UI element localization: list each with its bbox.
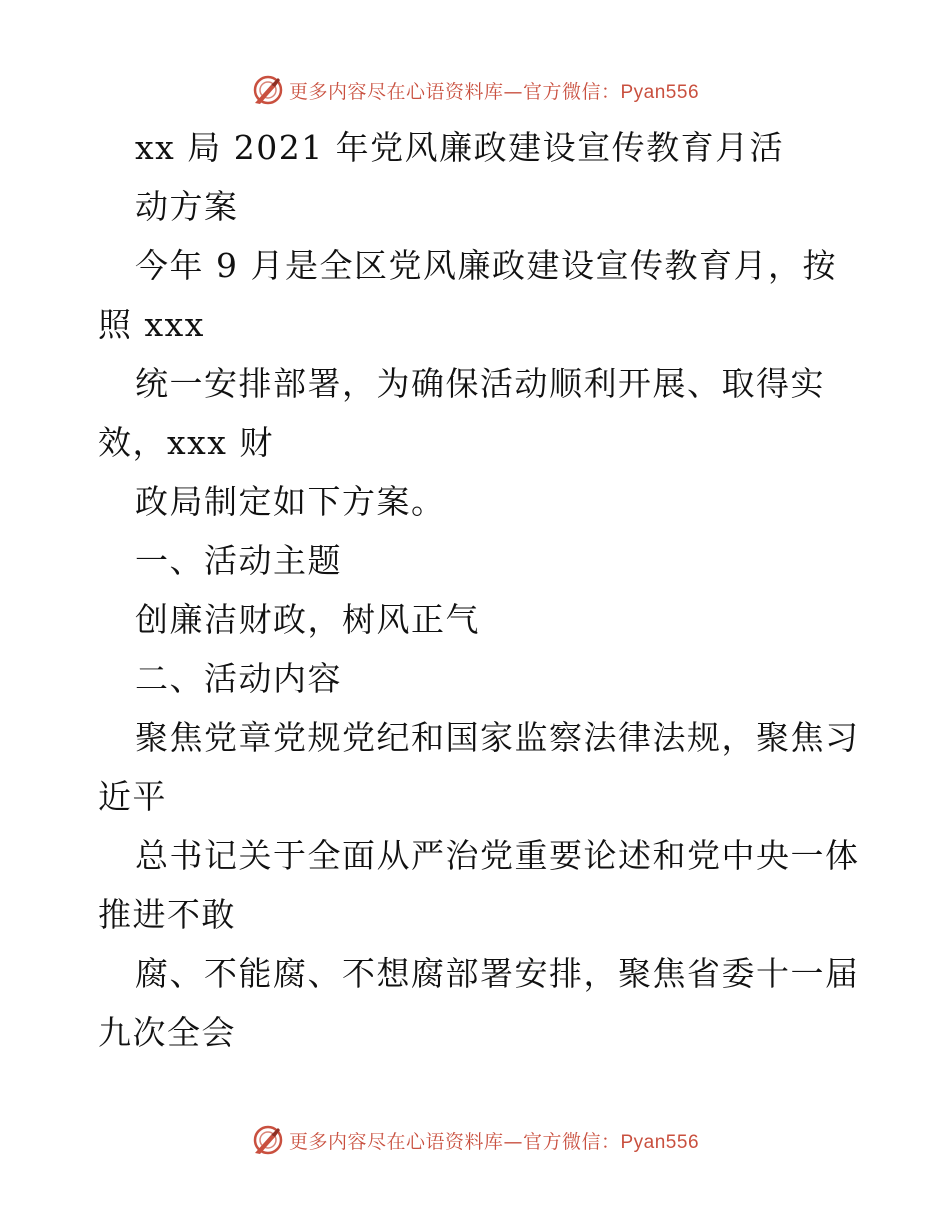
pen-logo-icon xyxy=(251,1123,285,1157)
text-line: 今年 9 月是全区党风廉政建设宣传教育月，按 xyxy=(135,246,837,285)
text-line: 二、活动内容 xyxy=(135,659,342,698)
header-watermark xyxy=(0,70,950,110)
text-line: 政局制定如下方案。 xyxy=(135,482,446,521)
text-line: 总书记关于全面从严治党重要论述和党中央一体 xyxy=(135,836,860,875)
text-line: 推进不敢 xyxy=(98,895,236,934)
watermark-text: 更多内容尽在心语资料库—官方微信：Pyan556 xyxy=(288,1130,700,1153)
text-line: 效，xxx 财 xyxy=(98,423,274,462)
text-line: 动方案 xyxy=(135,187,239,226)
document-body xyxy=(98,118,868,1062)
pen-logo-icon xyxy=(251,73,285,107)
footer-watermark xyxy=(0,1120,950,1160)
text-line: 照 xxx xyxy=(98,305,205,344)
text-line: 一、活动主题 xyxy=(135,541,342,580)
text-line: 近平 xyxy=(98,777,167,816)
text-line: 腐、不能腐、不想腐部署安排，聚焦省委十一届 xyxy=(135,954,860,993)
text-line: 聚焦党章党规党纪和国家监察法律法规，聚焦习 xyxy=(135,718,860,757)
text-line: 九次全会 xyxy=(98,1013,236,1052)
watermark-text: 更多内容尽在心语资料库—官方微信：Pyan556 xyxy=(288,80,700,103)
text-line: xx 局 2021 年党风廉政建设宣传教育月活 xyxy=(135,128,785,167)
text-line: 统一安排部署，为确保活动顺利开展、取得实 xyxy=(135,364,825,403)
text-line: 创廉洁财政，树风正气 xyxy=(135,600,480,639)
